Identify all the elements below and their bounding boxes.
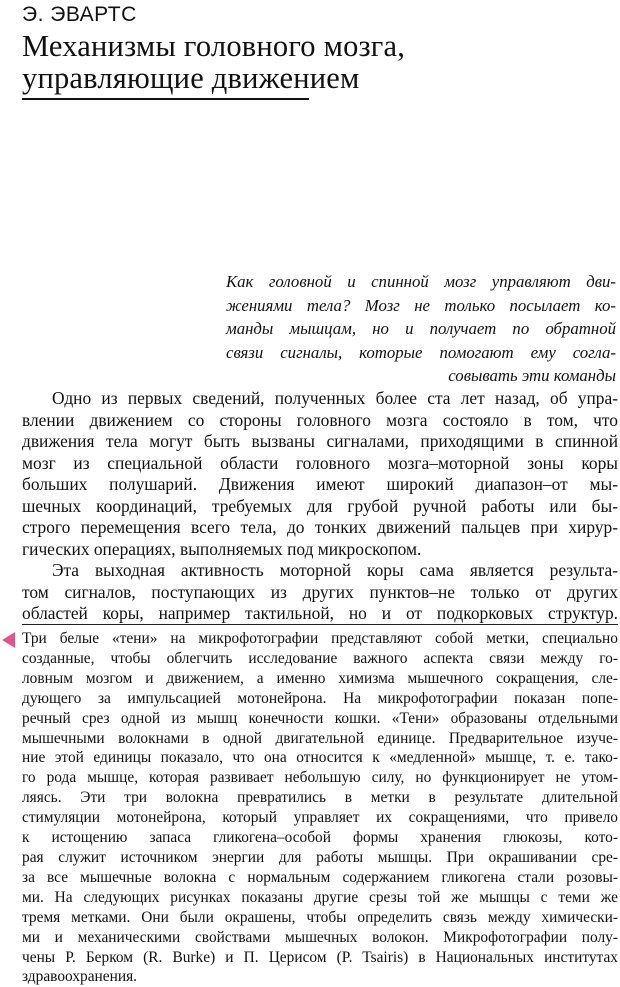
body-line: больших полушарий. Движения имеют широкий диапазон–от мы- [22,474,618,494]
epigraph-line: Как головной и спинной мозг управляют дви- [226,272,616,291]
body-line: мозг из специальной области головного мозга–моторной зоны коры [22,452,618,473]
caption-pointer-icon [2,632,15,648]
caption-line: здравоохранения. [22,968,138,986]
body-line: том сигналов, поступающих из других пунктов–не только от других [22,581,618,602]
caption-line: мышечными волокнами в одной двигательной единице. Предварительное изуче- [22,729,618,747]
caption-line: ние этой единицы показало, что она относится к «медленной» мышце, т. е. тако- [22,749,618,767]
body-line: Эта выходная активность моторной коры сама является результа- [52,560,618,580]
article-title [22,30,582,94]
author-name: Э. ЭВАРТС [22,3,137,26]
caption-line: ловным мозгом и движением, а именно химизма мышечного сокращения, сле- [22,669,618,687]
title-underline [22,98,309,100]
body-line: областей коры, например тактильной, но и от подкорковых структур. [22,603,618,623]
caption-line: созданные, чтобы облегчить исследование важного аспекта связи между го- [22,649,618,667]
caption-line: чены Р. Берком (R. Burke) и П. Церисом (P. Tsairis) в Национальных институтах [22,948,618,966]
body-line: строго перемещения всего тела, до тонких движений пальцев при хирур- [22,517,618,537]
epigraph-line: манды мышцам, но и получает по обратной [226,319,616,338]
caption-separator [22,624,618,625]
caption-line: ми. На следующих рисунках показаны другие срезы той же мышцы с теми же [22,888,618,906]
body-line: влении движением со стороны головного мозга состояло в том, что [22,409,618,430]
epigraph [226,270,616,388]
caption-line: го рода мышце, которая развивает небольшую силу, но функционирует не утом- [22,769,618,787]
article-body [22,388,618,625]
caption-line: за все мышечные волокна с нормальным содержанием гликогена стали розовы- [22,868,618,886]
caption-line: к истощению запаса гликогена–особой формы хранения глюкозы, кото- [22,829,618,847]
title-line: Механизмы головного мозга, [22,29,406,63]
caption-line: стимуляции мотонейрона, который управляет их сокращениями, что привело [22,809,618,827]
title-line: управляющие движением [22,61,360,95]
body-line: Одно из первых сведений, полученных более ста лет назад, об упра- [52,388,618,408]
epigraph-line: связи сигналы, которые помогают ему согла- [226,342,616,362]
caption-line: ми и механическими свойствами мышечных волокон. Микрофотографии полу- [22,928,618,946]
body-line: гических операциях, выполняемых под микроскопом. [22,538,422,559]
epigraph-line: совывать эти команды [448,366,616,385]
body-line: движения тела могут быть вызваны сигналами, приходящими в спинной [22,431,618,451]
epigraph-line: жениями тела? Мозг не только посылает ко- [226,295,616,315]
caption-line: рая служит источником энергии для работы мышцы. При окрашивании сре- [22,848,618,866]
body-line: шечных координаций, требуемых для грубой ручной работы или бы- [22,495,618,516]
caption-line: ляясь. Эти три волокна превратились в метки в результате длительной [22,789,618,807]
caption-line: Три белые «тени» на микрофотографии представляют собой метки, специально [22,630,618,647]
figure-caption [22,629,618,987]
caption-line: тремя метками. Они были окрашены, чтобы определить связь между химически- [22,908,618,926]
caption-line: речный срез одной из мышц конечности кошки. «Тени» образованы отдельными [22,709,618,727]
caption-line: дующего за импульсацией мотонейрона. На микрофотографии показан попе- [22,689,618,707]
